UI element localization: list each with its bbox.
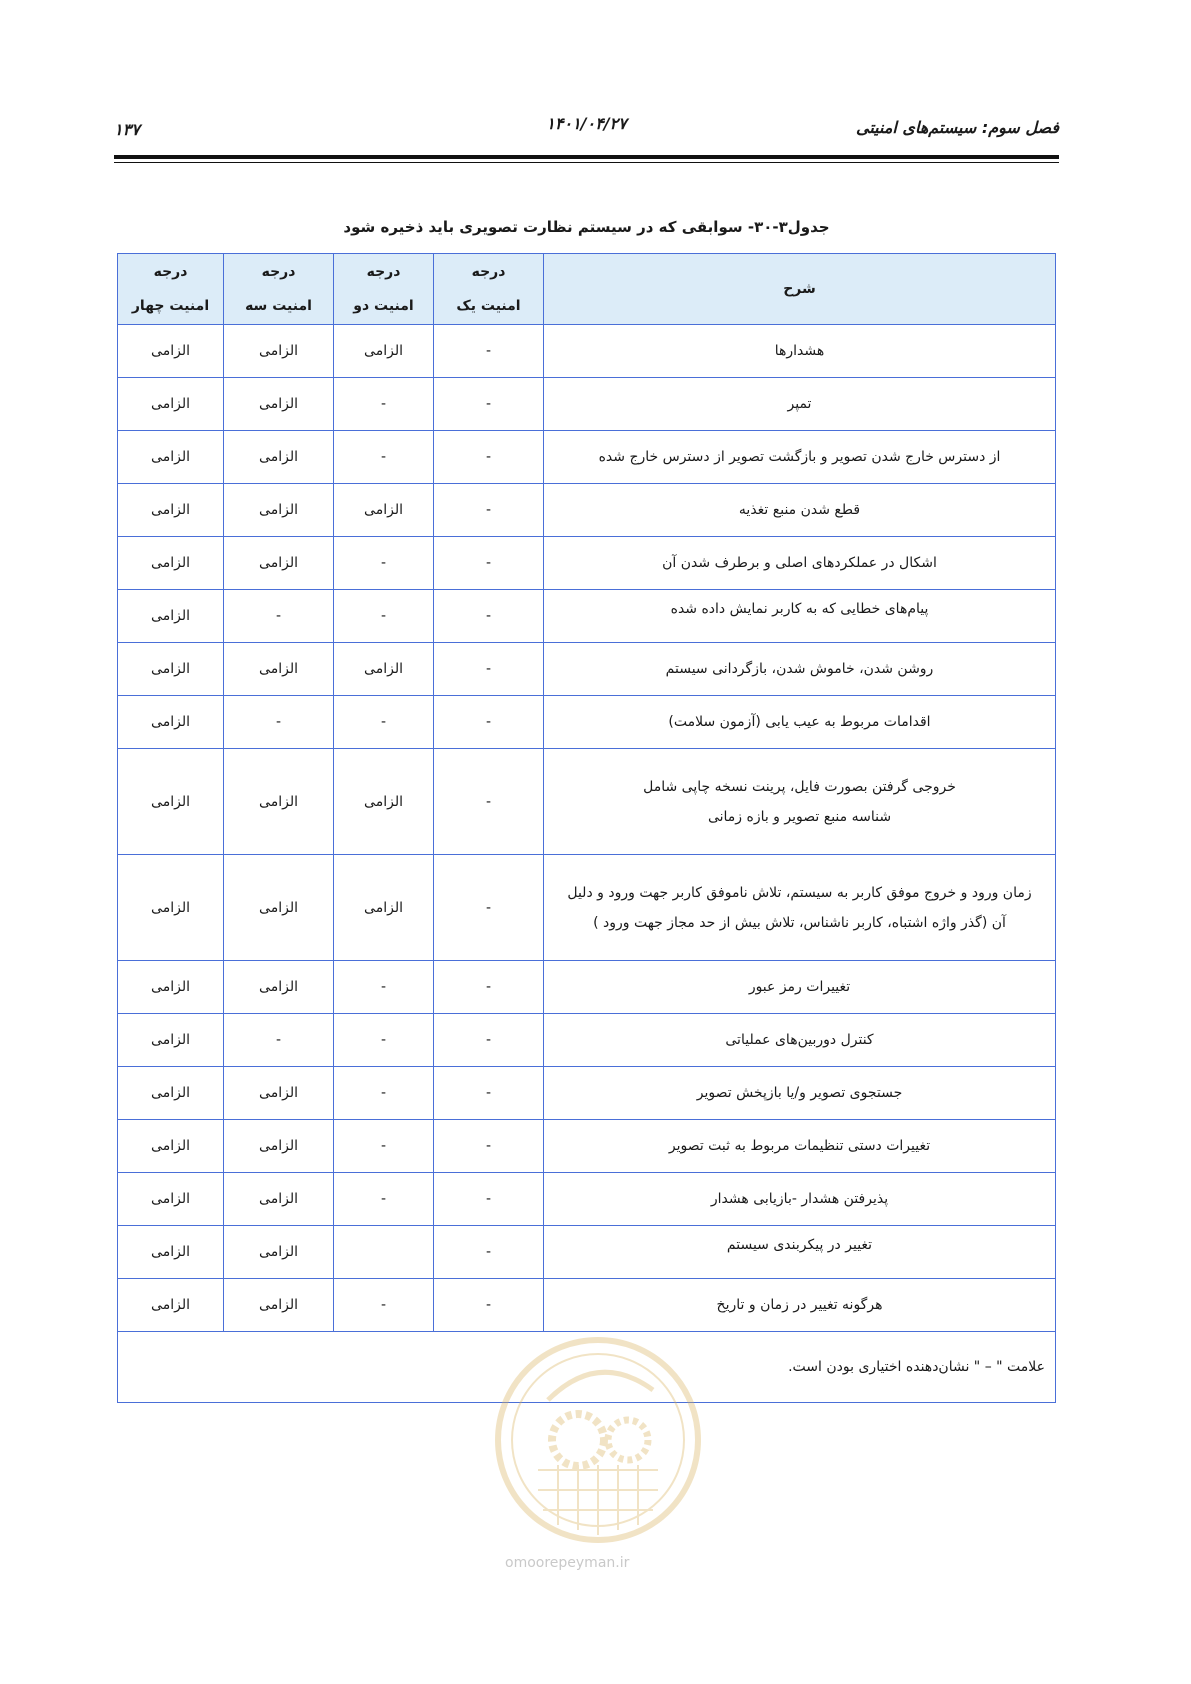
level1-cell: -: [434, 1173, 544, 1226]
row-description-line2: شناسه منبع تصویر و بازه زمانی: [707, 808, 892, 825]
row-description: [544, 431, 1056, 484]
level3-cell: الزامی: [224, 484, 334, 537]
row-description-line: تمپر: [787, 396, 812, 412]
table-row: [118, 590, 1056, 643]
level4-cell: الزامی: [118, 1120, 224, 1173]
header-rule-thin: [114, 162, 1059, 163]
row-description-line: پیام‌های خطایی که به کاربر نمایش داده شده: [670, 601, 929, 617]
level3-cell: الزامی: [224, 643, 334, 696]
level3-cell: -: [224, 696, 334, 749]
level1-cell: -: [434, 325, 544, 378]
level3-cell: الزامی: [224, 431, 334, 484]
level3-cell: الزامی: [224, 325, 334, 378]
level1-cell: -: [434, 484, 544, 537]
row-description-line: کنترل دوربین‌های عملیاتی: [725, 1032, 874, 1048]
level3-cell: الزامی: [224, 1226, 334, 1279]
chapter-title: فصل سوم: سیستم‌های امنیتی: [856, 118, 1059, 137]
header-desc: شرح: [544, 254, 1056, 325]
row-description: [544, 590, 1056, 643]
level4-cell: الزامی: [118, 1014, 224, 1067]
row-description-line: هرگونه تغییر در زمان و تاریخ: [716, 1297, 883, 1313]
row-description-line: هشدارها: [774, 343, 825, 359]
row-description: [544, 1014, 1056, 1067]
row-description: [544, 643, 1056, 696]
header-rule-thick: [114, 155, 1059, 159]
level1-cell: -: [434, 590, 544, 643]
level1-cell: -: [434, 1279, 544, 1332]
table-row: [118, 1226, 1056, 1279]
row-description-line: تغییرات رمز عبور: [748, 979, 851, 995]
row-description: [544, 696, 1056, 749]
level2-cell: -: [334, 961, 434, 1014]
header-date: ۱۴۰۱/۰۴/۲۷: [546, 114, 627, 133]
header-level2-line1: درجه: [366, 264, 401, 280]
level3-cell: الزامی: [224, 1173, 334, 1226]
page-header: [114, 110, 1059, 150]
row-description-line: از دسترس خارج شدن تصویر و بازگشت تصویر از دسترس خارج شده: [598, 449, 1001, 465]
level3-cell: الزامی: [224, 1067, 334, 1120]
row-description-line: تغییر در پیکربندی سیستم: [726, 1237, 873, 1253]
table-header-row: [118, 254, 1056, 325]
header-level1: [434, 254, 544, 325]
level4-cell: الزامی: [118, 749, 224, 855]
table-row: [118, 696, 1056, 749]
table-row: [118, 378, 1056, 431]
level2-cell: -: [334, 1014, 434, 1067]
table-row: [118, 643, 1056, 696]
table-row: [118, 749, 1056, 855]
row-description: [544, 325, 1056, 378]
table-row: [118, 1279, 1056, 1332]
row-description-line: اقدامات مربوط به عیب یابی (آزمون سلامت): [668, 714, 931, 730]
row-description: [544, 1226, 1056, 1279]
header-level4: [118, 254, 224, 325]
level2-cell: [334, 1226, 434, 1279]
row-description: [544, 855, 1056, 961]
level2-cell: -: [334, 1279, 434, 1332]
level2-cell: -: [334, 537, 434, 590]
note-row: [118, 1332, 1056, 1403]
table-row: [118, 325, 1056, 378]
level2-cell: -: [334, 431, 434, 484]
table-row: [118, 1067, 1056, 1120]
level4-cell: الزامی: [118, 643, 224, 696]
level3-cell: الزامی: [224, 855, 334, 961]
row-description: [544, 1173, 1056, 1226]
level2-cell: الزامی: [334, 749, 434, 855]
level4-cell: الزامی: [118, 1067, 224, 1120]
level2-cell: -: [334, 696, 434, 749]
level3-cell: -: [224, 1014, 334, 1067]
level1-cell: -: [434, 378, 544, 431]
level2-cell: -: [334, 378, 434, 431]
header-level3: [224, 254, 334, 325]
level1-cell: -: [434, 749, 544, 855]
table-row: [118, 1120, 1056, 1173]
row-description: [544, 961, 1056, 1014]
level2-cell: -: [334, 1120, 434, 1173]
level1-cell: -: [434, 961, 544, 1014]
table-caption: جدول۳-۳۰- سوابقی که در سیستم نظارت تصویری باید ذخیره شود: [343, 218, 830, 236]
table-row: [118, 855, 1056, 961]
level2-cell: الزامی: [334, 855, 434, 961]
level2-cell: الزامی: [334, 325, 434, 378]
header-level2-line2: امنیت دو: [353, 298, 414, 314]
level4-cell: الزامی: [118, 1226, 224, 1279]
level2-cell: -: [334, 1067, 434, 1120]
level1-cell: -: [434, 1120, 544, 1173]
table-row: [118, 537, 1056, 590]
table-row: [118, 1173, 1056, 1226]
row-description-line: جستجوی تصویر و/یا بازپخش تصویر: [696, 1085, 903, 1101]
level1-cell: -: [434, 696, 544, 749]
header-level2: [334, 254, 434, 325]
header-level1-line1: درجه: [471, 264, 506, 280]
level1-cell: -: [434, 537, 544, 590]
row-description: [544, 1279, 1056, 1332]
level1-cell: -: [434, 643, 544, 696]
row-description-line: تغییرات دستی تنظیمات مربوط به ثبت تصویر: [668, 1138, 931, 1154]
row-description: [544, 484, 1056, 537]
level1-cell: -: [434, 1226, 544, 1279]
row-description-line: پذیرفتن هشدار -بازیابی هشدار: [710, 1191, 889, 1207]
row-description: [544, 749, 1056, 855]
row-description: [544, 378, 1056, 431]
level2-cell: -: [334, 1173, 434, 1226]
level4-cell: الزامی: [118, 1279, 224, 1332]
level3-cell: الزامی: [224, 378, 334, 431]
level2-cell: الزامی: [334, 643, 434, 696]
level3-cell: الزامی: [224, 749, 334, 855]
row-description-line2: آن (گذر واژه اشتباه، کاربر ناشناس، تلاش بیش از حد مجاز جهت ورود ): [593, 914, 1006, 931]
level1-cell: -: [434, 855, 544, 961]
header-level4-line2: امنیت چهار: [131, 298, 210, 314]
level4-cell: الزامی: [118, 1173, 224, 1226]
watermark-url: omoorepeyman.ir: [505, 1555, 630, 1571]
page-number: ۱۳۷: [114, 120, 140, 139]
header-level1-line2: امنیت یک: [456, 298, 521, 314]
level4-cell: الزامی: [118, 855, 224, 961]
level4-cell: الزامی: [118, 537, 224, 590]
level4-cell: الزامی: [118, 590, 224, 643]
level1-cell: -: [434, 431, 544, 484]
table-row: [118, 484, 1056, 537]
table-row: [118, 961, 1056, 1014]
table-row: [118, 1014, 1056, 1067]
row-description: [544, 1067, 1056, 1120]
table-body: [118, 325, 1056, 1332]
level2-cell: -: [334, 590, 434, 643]
row-description: [544, 537, 1056, 590]
row-description-line: خروجی گرفتن بصورت فایل، پرینت نسخه چاپی شامل: [643, 778, 956, 795]
level4-cell: الزامی: [118, 961, 224, 1014]
table-note: علامت " – " نشان‌دهنده اختیاری بودن است.: [118, 1332, 1056, 1403]
row-description-line: اشکال در عملکردهای اصلی و برطرف شدن آن: [662, 555, 937, 571]
header-level4-line1: درجه: [153, 264, 188, 280]
row-description-line: زمان ورود و خروج موفق کاربر به سیستم، تلاش ناموفق کاربر جهت ورود و دلیل: [567, 884, 1032, 901]
table-row: [118, 431, 1056, 484]
level3-cell: الزامی: [224, 1279, 334, 1332]
level4-cell: الزامی: [118, 431, 224, 484]
header-level3-line2: امنیت سه: [245, 298, 312, 314]
level4-cell: الزامی: [118, 484, 224, 537]
level3-cell: الزامی: [224, 1120, 334, 1173]
level3-cell: الزامی: [224, 961, 334, 1014]
row-description-line: قطع شدن منبع تغذیه: [738, 502, 861, 518]
row-description-line: روشن شدن، خاموش شدن، بازگردانی سیستم: [665, 661, 934, 677]
level1-cell: -: [434, 1067, 544, 1120]
level3-cell: الزامی: [224, 537, 334, 590]
level4-cell: الزامی: [118, 325, 224, 378]
level4-cell: الزامی: [118, 378, 224, 431]
header-level3-line1: درجه: [261, 264, 296, 280]
level2-cell: الزامی: [334, 484, 434, 537]
level4-cell: الزامی: [118, 696, 224, 749]
row-description: [544, 1120, 1056, 1173]
records-table: [117, 253, 1056, 1403]
level1-cell: -: [434, 1014, 544, 1067]
level3-cell: -: [224, 590, 334, 643]
